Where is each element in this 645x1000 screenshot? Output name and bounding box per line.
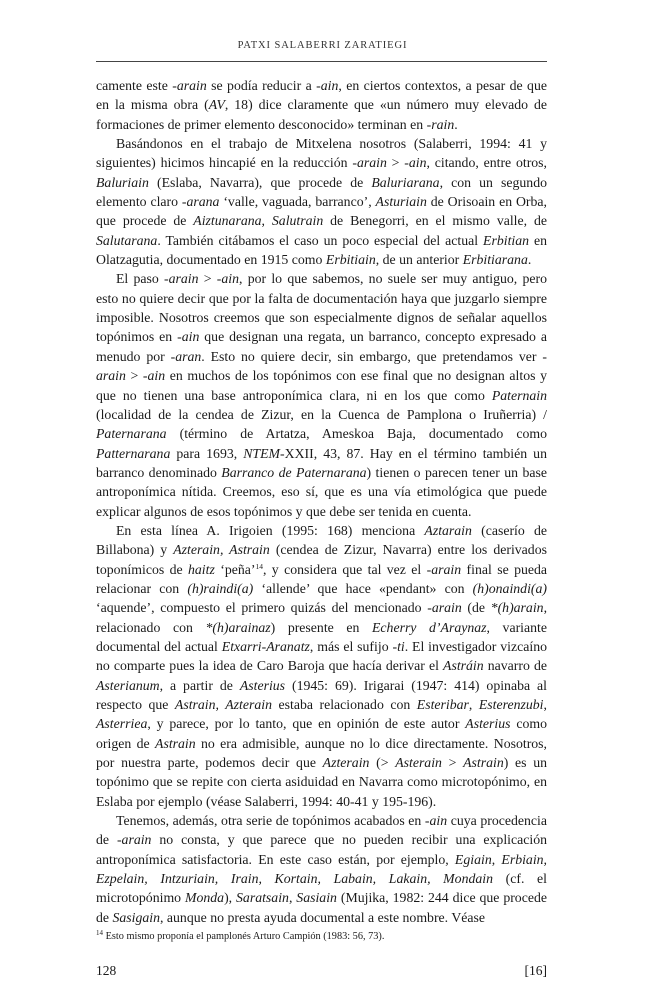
text-run: . Esto no quiere decir, sin embargo, que pretendamos ver: [201, 348, 543, 364]
italic-term: *(h)arainaz: [205, 619, 271, 635]
text-run: ,: [261, 213, 272, 229]
text-run: , aunque no presta ayuda documental a este nombre. Véase: [160, 909, 486, 925]
italic-term: (h)raindi(a): [187, 580, 254, 596]
text-run: ),: [224, 890, 237, 906]
text-run: de Orisoain en Orba, que procede de: [96, 194, 547, 229]
italic-term: Erbiain, Ezpelain, Intzuriain, Irain, Kortain, Labain, Lakain, Mondain: [96, 851, 547, 887]
italic-term: Esterenzubi: [478, 697, 544, 712]
italic-term: Salutrain: [271, 213, 324, 229]
text-run: (>: [369, 755, 396, 771]
text-run: >: [198, 271, 217, 287]
text-run: . También citábamos el caso un poco especial del actual: [157, 232, 484, 248]
italic-term: Egiain: [454, 851, 492, 867]
text-run: .: [454, 116, 458, 132]
text-run: , y considera que tal vez el: [262, 561, 427, 577]
italic-term: Salutarana: [96, 232, 158, 248]
italic-term: Astrain, Azterain: [174, 697, 272, 712]
italic-term: (h)onaindi(a): [472, 580, 547, 596]
italic-term: Asturiain: [375, 194, 427, 210]
paragraph: [96, 521, 547, 811]
text-run: (caserío de Billabona) y: [96, 522, 547, 558]
text-run: en muchos de los topónimos con ese final que no designan altos y que no tienen una base antroponímica clara, ni en los que como: [96, 368, 547, 403]
text-run: , y parece, por lo tanto, que en opinión de este autor: [147, 716, 466, 732]
italic-term: -ain: [424, 813, 448, 829]
sheet-mark: [16]: [524, 963, 547, 978]
italic-term: -arain: [426, 561, 462, 577]
text-run: ‘peña’: [214, 561, 256, 577]
text-run: , de un anterior: [375, 252, 463, 268]
italic-term: -ain: [216, 271, 240, 287]
text-run: se podía reducir a: [206, 78, 317, 93]
text-run: como origen de: [96, 716, 547, 751]
italic-term: -arain: [427, 600, 462, 616]
text-run: para 1693,: [170, 445, 244, 461]
italic-term: NTEM: [243, 445, 281, 461]
italic-term: Aztarain: [424, 522, 472, 538]
text-run: , más el sufijo: [309, 638, 393, 654]
text-run: ) presente en: [270, 619, 372, 635]
italic-term: AV: [208, 97, 225, 113]
text-run: ) tienen o parecen tener un base antroponímica nítida. Creemos, eso sí, que es una vía etimológica que puede explicar algunos de esos topónimos y que debe ser tenida en cuenta.: [96, 464, 548, 519]
text-run: >: [125, 368, 143, 384]
italic-term: -arana: [181, 194, 220, 210]
italic-term: -arain: [116, 832, 152, 848]
text-run: (1945: 69). Irigarai (1947: 414) opinaba al respecto que: [96, 677, 547, 712]
italic-term: Paternain: [491, 387, 547, 403]
page-number: 128: [96, 963, 117, 978]
italic-term: -arain: [172, 78, 207, 93]
text-run: de Benegorri, en el mismo valle, de: [323, 213, 547, 229]
italic-term: -aran: [170, 348, 202, 364]
italic-term: Asterius: [239, 677, 286, 693]
text-run: , variante documental del actual: [96, 619, 547, 654]
italic-term: Baluriain: [96, 174, 149, 190]
italic-term: Asterius: [465, 716, 511, 732]
header-rule: [96, 61, 547, 62]
running-header: PATXI SALABERRI ZARATIEGI: [237, 40, 408, 51]
text-run: no era admisible, aunque no lo dice directamente. Nosotros, por nuestra parte, podemos decir que: [96, 735, 548, 771]
footnote-ref: 14: [255, 561, 263, 571]
text-run: El paso: [116, 271, 165, 287]
italic-term: Azterain, Astrain: [173, 542, 270, 558]
italic-term: Sasiain: [296, 890, 337, 906]
footnote: [96, 930, 547, 943]
text-run: .: [527, 252, 532, 268]
text-run: (de: [461, 600, 491, 616]
text-run: En esta línea A. Irigoien (1995: 168) menciona: [116, 522, 425, 538]
italic-term: -ain: [316, 78, 339, 93]
italic-term: Monda: [184, 890, 225, 906]
text-run: Basándonos en el trabajo de Mitxelena nosotros (Salaberri, 1994: 41 y siguientes) hicimos hincapié en la reducción: [96, 136, 547, 171]
text-run: ,: [491, 851, 502, 867]
text-run: ,: [288, 890, 297, 906]
body-text: [96, 76, 547, 927]
italic-term: -arain: [96, 348, 547, 384]
italic-term: haitz: [188, 561, 215, 577]
italic-term: Baluriarana: [371, 174, 440, 190]
text-run: ) es un topónimo que se repite con cierta asiduidad en Navarra como microtopónimo, en Eslaba por ejemplo (véase Salaberri, 1994: 40-41 y 195-196).: [96, 755, 547, 809]
text-run: , en ciertos contextos, a pesar de que en la misma obra (: [96, 78, 547, 113]
italic-term: Patternarana: [96, 445, 171, 461]
italic-term: -ain: [177, 329, 200, 345]
text-run: no consta, y que parece que no pueden recibir una explicación antroponímica satisfactoria. En este caso están, por ejemplo,: [96, 832, 547, 867]
text-run: ‘allende’ que hace «pendant» con: [253, 580, 473, 596]
italic-term: Paternarana: [96, 426, 167, 442]
italic-term: Azterain: [322, 755, 370, 771]
italic-term: -ti: [392, 638, 405, 654]
text-run: . El investigador vizcaíno no comparte pues la idea de Caro Baroja que hacía derivar el: [96, 638, 547, 674]
text-run: , por lo que sabemos, no suele ser muy antiguo, pero esto no quiere decir que por la falta de documentación haya que juzgarlo siempre imposible. Nosotros creemos que son especialmente dignos de señalar aquellos topónimos en: [96, 271, 547, 345]
italic-term: -ain: [142, 368, 166, 384]
italic-term: Erbitiarana: [462, 252, 528, 268]
text-run: , 18) dice claramente que «un número muy elevado de formaciones de primer elemento desconocido» terminan en: [96, 97, 547, 132]
italic-term: Astrain: [155, 735, 196, 751]
footnote-number: 14: [96, 929, 103, 937]
paragraph: [96, 76, 547, 134]
italic-term: Barranco de Paternarana: [221, 464, 367, 480]
text-run: , citando, entre otros,: [426, 155, 548, 171]
text-run: ,: [543, 697, 547, 712]
italic-term: Etxarri-Aranatz: [221, 638, 310, 654]
text-run: ‘aquende’, compuesto el primero quizás del mencionado: [96, 600, 428, 616]
text-run: (cendea de Zizur, Navarra) entre los derivados toponímicos de: [96, 542, 547, 577]
text-run: estaba relacionado con: [272, 697, 417, 712]
paragraph: [96, 269, 547, 520]
footnote-text: Esto mismo proponía el pamplonés Arturo Campión (1983: 56, 73).: [105, 931, 385, 942]
italic-term: Echerry d’Araynaz: [372, 619, 487, 635]
text-run: navarro de: [483, 658, 547, 674]
text-run: (cf. el microtopónimo: [96, 871, 547, 906]
text-run: final se pueda relacionar con: [96, 561, 548, 596]
italic-term: -arain: [164, 271, 199, 287]
text-run: (Mujika, 1982: 244 dice que procede de: [96, 890, 547, 925]
italic-term: Erbitian: [483, 232, 530, 248]
italic-term: -arain: [352, 155, 387, 171]
text-run: , relacionado con: [96, 600, 548, 635]
text-run: Tenemos, además, otra serie de topónimos acabados en: [116, 813, 425, 829]
italic-term: Astrain: [463, 755, 504, 771]
italic-term: Sasigain: [112, 909, 161, 925]
italic-term: Esteribar: [416, 697, 469, 712]
italic-term: Erbitiain: [325, 252, 376, 268]
text-run: -XXII, 43, 87. Hay en el término también un barranco denominado: [96, 445, 547, 480]
paragraph: [96, 811, 547, 927]
text-run: cuya procedencia de: [96, 813, 547, 848]
italic-term: Saratsain: [236, 890, 289, 906]
text-run: (término de Artatza, Ameskoa Baja, documentado como: [166, 426, 547, 442]
paragraph: [96, 134, 547, 269]
text-run: ,: [468, 697, 479, 712]
text-run: >: [441, 755, 464, 771]
italic-term: -ain: [404, 155, 427, 171]
text-run: (localidad de la cendea de Zizur, en la Cuenca de Pamplona o Iruñerria) /: [96, 406, 547, 422]
italic-term: *(h)arain: [490, 600, 544, 616]
italic-term: Asterianum: [96, 677, 160, 693]
italic-term: -rain: [426, 116, 455, 132]
text-run: camente este: [96, 78, 173, 93]
text-run: en Olatzagutia, documentado en 1915 como: [96, 232, 547, 268]
italic-term: Aiztunarana: [193, 213, 262, 229]
text-run: (Eslaba, Navarra), que procede de: [148, 174, 372, 190]
text-run: >: [386, 155, 405, 171]
text-run: , a partir de: [159, 677, 240, 693]
italic-term: Asterriea: [96, 716, 148, 732]
text-run: , con un segundo elemento claro: [96, 174, 548, 210]
text-run: que designan una regata, un barranco, concepto expresado a menudo por: [96, 329, 547, 364]
italic-term: Asterain: [395, 755, 442, 771]
text-run: ‘valle, vaguada, barranco’,: [219, 194, 376, 210]
italic-term: Astráin: [443, 658, 484, 674]
